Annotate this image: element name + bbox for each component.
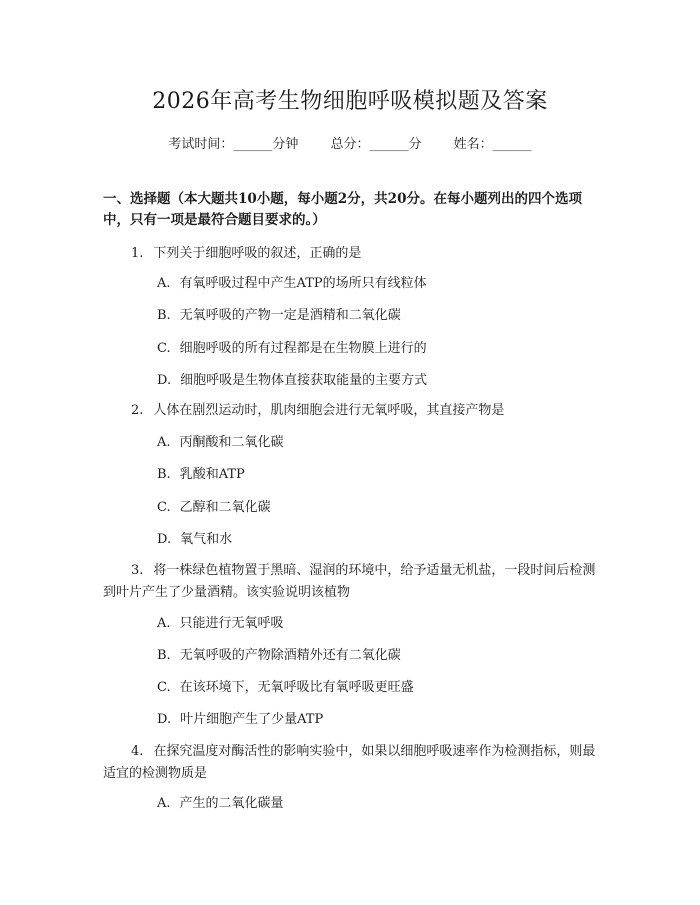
option-text: 无氧呼吸的产物除酒精外还有二氧化碳 — [179, 648, 401, 663]
question-number: 3. — [131, 563, 144, 578]
option-text: 在该环境下，无氧呼吸比有氧呼吸更旺盛 — [179, 680, 414, 695]
question-text: 人体在剧烈运动时，肌肉细胞会进行无氧呼吸，其直接产物是 — [153, 403, 505, 418]
question-text: 在探究温度对酶活性的影响实验中，如果以细胞呼吸速率作为检测指标，则最适宜的检测物质是 — [103, 744, 596, 781]
option-text: 无氧呼吸的产物一定是酒精和二氧化碳 — [179, 308, 401, 323]
total-score-field: 总分：______分 — [330, 137, 422, 152]
option-text: 氧气和水 — [180, 532, 233, 547]
option-text: 细胞呼吸是生物体直接获取能量的主要方式 — [180, 373, 428, 388]
option-2a — [157, 433, 597, 453]
question-1 — [103, 243, 603, 265]
option-letter: B. — [157, 648, 171, 663]
option-text: 产生的二氧化碳量 — [179, 796, 284, 811]
option-3a — [157, 614, 597, 634]
option-letter: C. — [157, 680, 171, 695]
section-heading: 一、选择题（本大题共10小题，每小题2分，共20分。在每小题列出的四个选项中，只有一项是最符合题目要求的。） — [103, 191, 582, 228]
option-1d — [157, 371, 597, 391]
question-number: 4. — [131, 744, 144, 759]
option-letter: A. — [157, 796, 171, 811]
option-3c — [157, 678, 597, 698]
option-text: 细胞呼吸的所有过程都是在生物膜上进行的 — [179, 341, 427, 356]
option-letter: C. — [157, 341, 171, 356]
option-text: 乳酸和ATP — [179, 467, 245, 482]
option-2d — [157, 530, 597, 550]
option-text: 只能进行无氧呼吸 — [179, 616, 284, 631]
student-name-field: 姓名：______ — [453, 137, 532, 152]
question-number: 2. — [131, 403, 144, 418]
option-3d — [157, 710, 597, 730]
document-title: 2026年高考生物细胞呼吸模拟题及答案 — [152, 89, 548, 114]
question-3 — [103, 560, 603, 604]
option-text: 乙醇和二氧化碳 — [179, 500, 271, 515]
option-letter: A. — [157, 616, 171, 631]
option-letter: A. — [157, 435, 171, 450]
option-2c — [157, 498, 597, 518]
option-1a — [157, 274, 597, 294]
question-2 — [103, 400, 603, 422]
option-letter: D. — [157, 532, 172, 547]
exam-time-field: 考试时间：______分钟 — [168, 137, 299, 152]
question-4 — [103, 741, 603, 785]
option-letter: B. — [157, 308, 171, 323]
option-1c — [157, 339, 597, 359]
option-text: 有氧呼吸过程中产生ATP的场所只有线粒体 — [179, 276, 427, 291]
option-letter: A. — [157, 276, 171, 291]
option-2b — [157, 465, 597, 485]
option-text: 叶片细胞产生了少量ATP — [180, 712, 324, 727]
option-letter: B. — [157, 467, 171, 482]
question-text: 将一株绿色植物置于黑暗、湿润的环境中，给予适量无机盐，一段时间后检测到叶片产生了少量酒精。该实验说明该植物 — [103, 563, 596, 600]
option-4a — [157, 794, 597, 814]
option-3b — [157, 646, 597, 666]
option-letter: D. — [157, 712, 172, 727]
option-1b — [157, 306, 597, 326]
question-number: 1. — [131, 246, 144, 261]
option-text: 丙酮酸和二氧化碳 — [179, 435, 284, 450]
exam-info-line — [0, 133, 700, 152]
question-text: 下列关于细胞呼吸的叙述，正确的是 — [153, 246, 362, 261]
option-letter: C. — [157, 500, 171, 515]
option-letter: D. — [157, 373, 172, 388]
